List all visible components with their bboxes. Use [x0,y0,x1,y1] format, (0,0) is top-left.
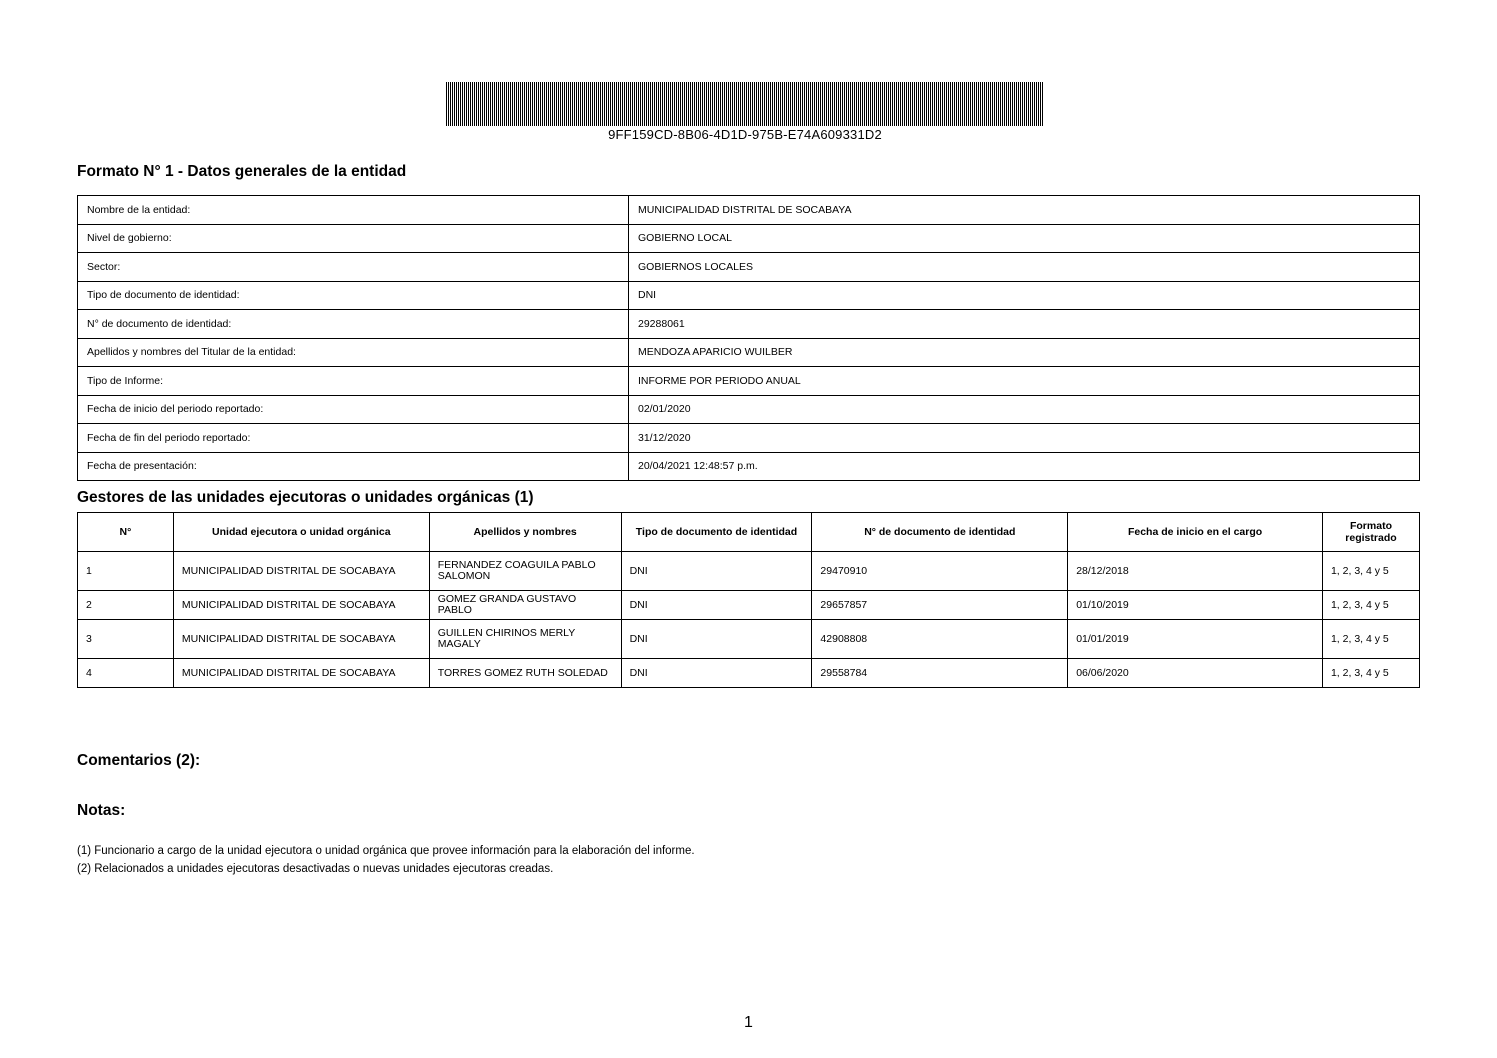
entity-row [78,196,1420,225]
entity-row-label: Tipo de Informe: [78,367,629,396]
entity-row-label: Nivel de gobierno: [78,224,629,253]
entity-row-value: 29288061 [629,310,1420,339]
entity-row-value: DNI [629,281,1420,310]
page-number: 1 [744,1014,753,1031]
cell-nombres: GOMEZ GRANDA GUSTAVO PABLO [429,591,621,620]
cell-num-doc: 29470910 [812,552,1068,591]
cell-num-doc: 29657857 [812,591,1068,620]
entity-row-label: Tipo de documento de identidad: [78,281,629,310]
cell-nombres: TORRES GOMEZ RUTH SOLEDAD [429,659,621,688]
gestores-table [77,512,1420,688]
cell-nombres: FERNANDEZ COAGUILA PABLO SALOMON [429,552,621,591]
cell-unidad: MUNICIPALIDAD DISTRITAL DE SOCABAYA [173,620,429,659]
entity-row [78,281,1420,310]
entity-row [78,424,1420,453]
cell-formato: 1, 2, 3, 4 y 5 [1322,659,1419,688]
entity-row [78,452,1420,481]
cell-n: 2 [78,591,174,620]
barcode [446,82,1044,142]
table-header-row [78,513,1420,552]
entity-row [78,338,1420,367]
cell-fecha-inicio: 01/01/2019 [1068,620,1323,659]
entity-data-table [77,195,1420,481]
cell-fecha-inicio: 01/10/2019 [1068,591,1323,620]
entity-row-value: 02/01/2020 [629,395,1420,424]
header-num-doc: N° de documento de identidad [812,513,1068,552]
cell-nombres: GUILLEN CHIRINOS MERLY MAGALY [429,620,621,659]
table-row [78,591,1420,620]
table-row [78,659,1420,688]
cell-formato: 1, 2, 3, 4 y 5 [1322,552,1419,591]
header-tipo-doc: Tipo de documento de identidad [621,513,812,552]
header-unidad: Unidad ejecutora o unidad orgánica [173,513,429,552]
cell-tipo-doc: DNI [621,620,812,659]
entity-row-label: Sector: [78,253,629,282]
header-formato: Formato registrado [1322,513,1419,552]
cell-unidad: MUNICIPALIDAD DISTRITAL DE SOCABAYA [173,591,429,620]
note-2: (2) Relacionados a unidades ejecutoras desactivadas o nuevas unidades ejecutoras creadas. [77,863,554,875]
barcode-code: 9FF159CD-8B06-4D1D-975B-E74A609331D2 [608,127,882,142]
table-row [78,552,1420,591]
entity-row-value: GOBIERNOS LOCALES [629,253,1420,282]
cell-tipo-doc: DNI [621,552,812,591]
cell-tipo-doc: DNI [621,659,812,688]
entity-row [78,395,1420,424]
cell-num-doc: 29558784 [812,659,1068,688]
cell-tipo-doc: DNI [621,591,812,620]
entity-section-title: Formato N° 1 - Datos generales de la entidad [77,163,407,180]
entity-row-value: 20/04/2021 12:48:57 p.m. [629,452,1420,481]
entity-row-value: MENDOZA APARICIO WUILBER [629,338,1420,367]
cell-fecha-inicio: 06/06/2020 [1068,659,1323,688]
note-1: (1) Funcionario a cargo de la unidad ejecutora o unidad orgánica que provee información para la elaboración del informe. [77,845,695,857]
entity-row [78,253,1420,282]
notes-list [77,842,695,878]
entity-row-label: Fecha de presentación: [78,452,629,481]
cell-n: 1 [78,552,174,591]
gestores-section-title: Gestores de las unidades ejecutoras o unidades orgánicas (1) [77,489,534,506]
entity-row [78,310,1420,339]
table-row [78,620,1420,659]
cell-unidad: MUNICIPALIDAD DISTRITAL DE SOCABAYA [173,659,429,688]
header-fecha-inicio: Fecha de inicio en el cargo [1068,513,1323,552]
entity-row-label: N° de documento de identidad: [78,310,629,339]
barcode-bars [446,82,1044,126]
cell-num-doc: 42908808 [812,620,1068,659]
notas-title: Notas: [77,802,126,819]
header-nombres: Apellidos y nombres [429,513,621,552]
cell-formato: 1, 2, 3, 4 y 5 [1322,620,1419,659]
cell-n: 4 [78,659,174,688]
entity-row-value: MUNICIPALIDAD DISTRITAL DE SOCABAYA [629,196,1420,225]
cell-unidad: MUNICIPALIDAD DISTRITAL DE SOCABAYA [173,552,429,591]
entity-row [78,367,1420,396]
entity-row-label: Fecha de inicio del periodo reportado: [78,395,629,424]
cell-formato: 1, 2, 3, 4 y 5 [1322,591,1419,620]
comentarios-title: Comentarios (2): [77,752,201,769]
entity-row-value: 31/12/2020 [629,424,1420,453]
header-n: N° [78,513,174,552]
entity-row [78,224,1420,253]
entity-row-label: Apellidos y nombres del Titular de la entidad: [78,338,629,367]
entity-row-label: Fecha de fin del periodo reportado: [78,424,629,453]
cell-n: 3 [78,620,174,659]
entity-row-value: GOBIERNO LOCAL [629,224,1420,253]
entity-row-value: INFORME POR PERIODO ANUAL [629,367,1420,396]
entity-row-label: Nombre de la entidad: [78,196,629,225]
cell-fecha-inicio: 28/12/2018 [1068,552,1323,591]
